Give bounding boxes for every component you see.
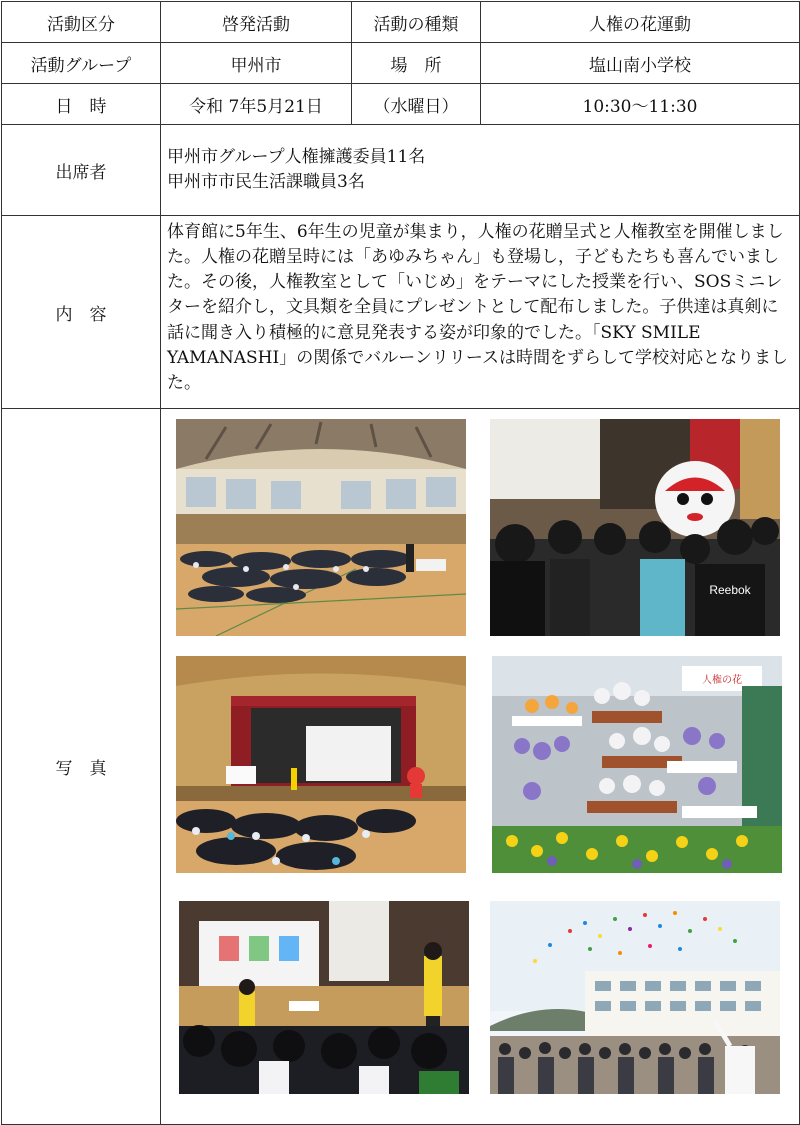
place-value: 塩山南小学校 <box>481 43 800 84</box>
photos-cell <box>161 409 800 1125</box>
class-scene-icon <box>179 901 469 1094</box>
attendees-value <box>161 125 800 216</box>
place-label: 場 所 <box>352 43 481 84</box>
shirt-logo: Reebok <box>709 583 751 597</box>
balloon-scene-icon <box>490 901 780 1094</box>
date-label: 日 時 <box>2 84 161 125</box>
flower-sign: 人権の花 <box>702 675 742 686</box>
activity-type-label: 活動区分 <box>2 2 161 43</box>
attendees-line: 甲州市市民生活課職員3名 <box>167 172 365 192</box>
row-activity-type <box>2 2 800 43</box>
balloon-release-photo <box>490 901 780 1094</box>
human-rights-class-photo <box>179 901 469 1094</box>
gym-assembly-photo <box>176 419 466 636</box>
time-value: 10:30～11:30 <box>481 84 800 125</box>
date-value: 令和 7年5月21日 <box>161 84 352 125</box>
attendees-label: 出席者 <box>2 125 161 216</box>
group-label: 活動グループ <box>2 43 161 84</box>
mascot-with-children-photo <box>490 419 780 636</box>
row-attendees <box>2 125 800 216</box>
content-label: 内 容 <box>2 216 161 409</box>
content-text: 体育館に5年生、6年生の児童が集まり，人権の花贈呈式と人権教室を開催しました。人権の花贈呈時には「あゆみちゃん」も登場し，子どもたちも喜んでいました。その後，人権教室として「いじめ」をテーマにした授業を行い、SOSミニレターを紹介し，文具類を全員にプレゼントとして配布しました。子供達は真剣に話に聞き入り積極的に意見発表する姿が印象的でした。「SKY SMILE YAMANASHI」の関係でバルーンリリースは時間をずらして学校対応となりました。 <box>161 216 800 409</box>
row-photos <box>2 409 800 1125</box>
activity-kind-value: 人権の花運動 <box>481 2 800 43</box>
flower-planters-photo <box>492 656 782 873</box>
row-date <box>2 84 800 125</box>
activity-type-value: 啓発活動 <box>161 2 352 43</box>
activity-kind-label: 活動の種類 <box>352 2 481 43</box>
mascot-scene-icon <box>490 419 780 636</box>
row-content <box>2 216 800 409</box>
photos-label: 写 真 <box>2 409 161 1125</box>
attendees-line: 甲州市グループ人権擁護委員11名 <box>167 146 426 167</box>
row-group <box>2 43 800 84</box>
activity-report-table <box>1 1 800 1125</box>
flower-scene-icon <box>492 656 782 873</box>
stage-mascot-photo <box>176 656 466 873</box>
group-value: 甲州市 <box>161 43 352 84</box>
weekday-value: （水曜日） <box>352 84 481 125</box>
gym-scene-icon <box>176 419 466 636</box>
stage-scene-icon <box>176 656 466 873</box>
